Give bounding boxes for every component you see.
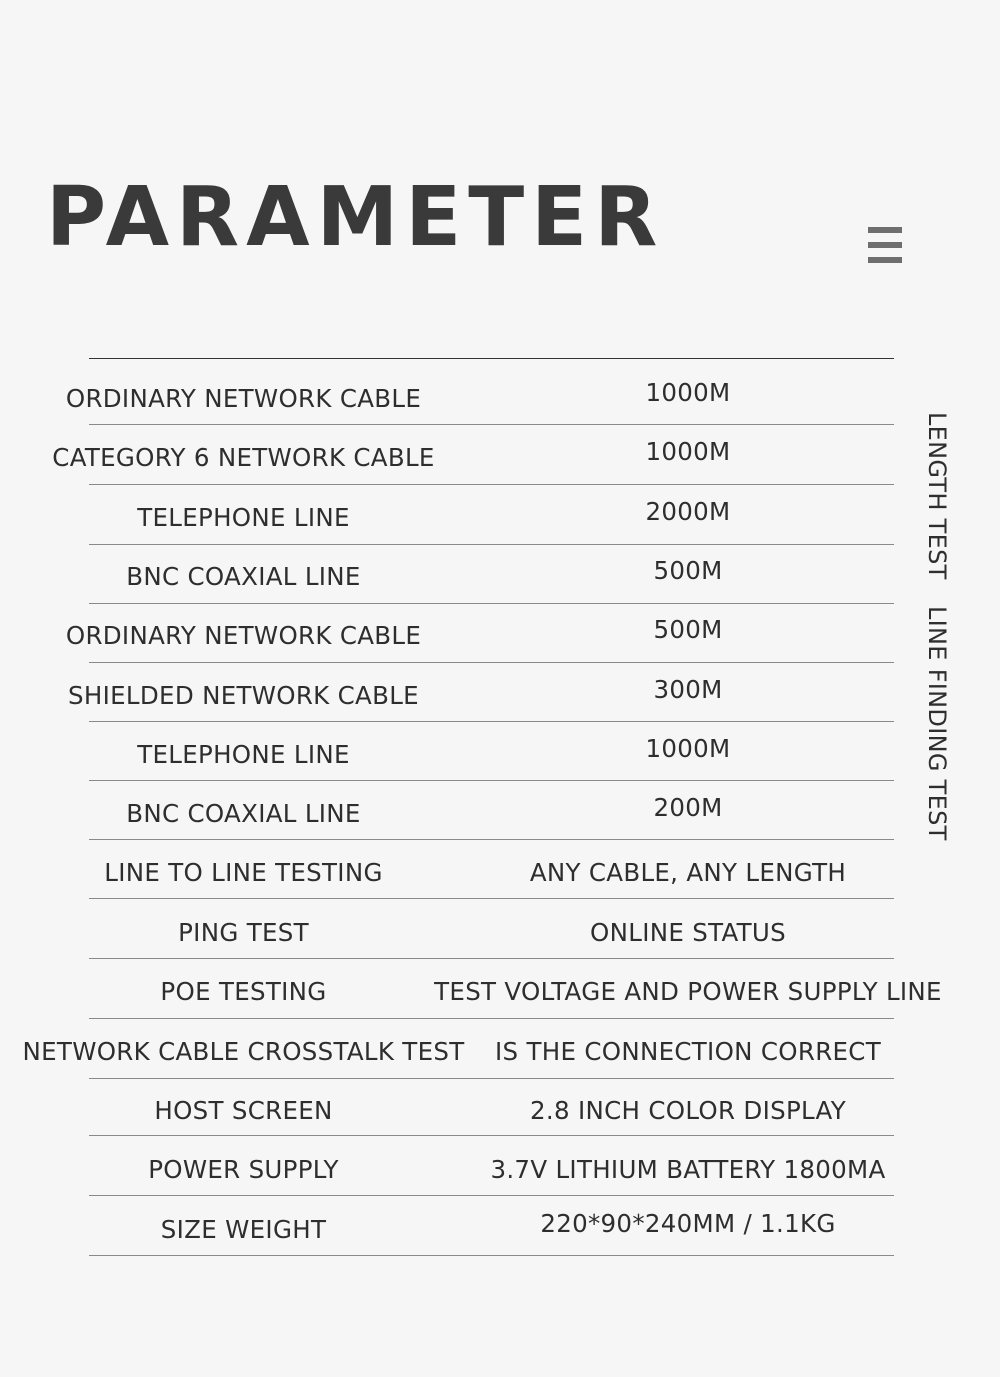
row-label: POE TESTING [160,977,327,1006]
row-label: TELEPHONE LINE [137,503,350,532]
row-divider [89,721,894,722]
row-label: SHIELDED NETWORK CABLE [68,681,419,710]
row-divider [89,780,894,781]
row-divider [89,1078,894,1079]
row-divider [89,898,894,899]
row-label: ORDINARY NETWORK CABLE [65,621,422,650]
row-value: 2000M [645,497,731,526]
row-value: 1000M [645,437,731,466]
row-label: CATEGORY 6 NETWORK CABLE [52,443,435,472]
row-label: BNC COAXIAL LINE [126,562,361,591]
row-value: 1000M [645,734,731,763]
row-value: 200M [653,793,723,822]
side-label-length-test: LENGTH TEST [923,412,951,580]
row-value: 2.8 INCH COLOR DISPLAY [530,1096,846,1125]
row-divider [89,1018,894,1019]
row-value: ONLINE STATUS [590,918,786,947]
row-value: 500M [653,556,723,585]
row-divider [89,603,894,604]
row-divider [89,484,894,485]
row-label: BNC COAXIAL LINE [126,799,361,828]
row-divider [89,424,894,425]
row-label: HOST SCREEN [154,1096,333,1125]
page-title: PARAMETER [46,170,665,265]
row-divider [89,1135,894,1136]
row-label: ORDINARY NETWORK CABLE [65,384,422,413]
row-divider [89,662,894,663]
row-label: NETWORK CABLE CROSSTALK TEST [22,1037,465,1066]
row-value: 3.7V LITHIUM BATTERY 1800MA [490,1155,886,1184]
row-divider [89,839,894,840]
row-divider [89,1255,894,1256]
row-divider [89,958,894,959]
row-label: PING TEST [178,918,309,947]
row-divider [89,1195,894,1196]
side-label-line-finding-test: LINE FINDING TEST [923,606,951,841]
row-divider [89,544,894,545]
row-label: SIZE WEIGHT [160,1215,327,1244]
row-value: 300M [653,675,723,704]
row-value: 1000M [645,378,731,407]
row-value: 500M [653,615,723,644]
row-value: TEST VOLTAGE AND POWER SUPPLY LINE [434,977,942,1006]
row-value: 220*90*240MM / 1.1KG [540,1209,836,1238]
row-value: ANY CABLE, ANY LENGTH [529,858,847,887]
row-label: LINE TO LINE TESTING [104,858,383,887]
row-label: POWER SUPPLY [148,1155,339,1184]
row-label: TELEPHONE LINE [137,740,350,769]
row-value: IS THE CONNECTION CORRECT [495,1037,881,1066]
